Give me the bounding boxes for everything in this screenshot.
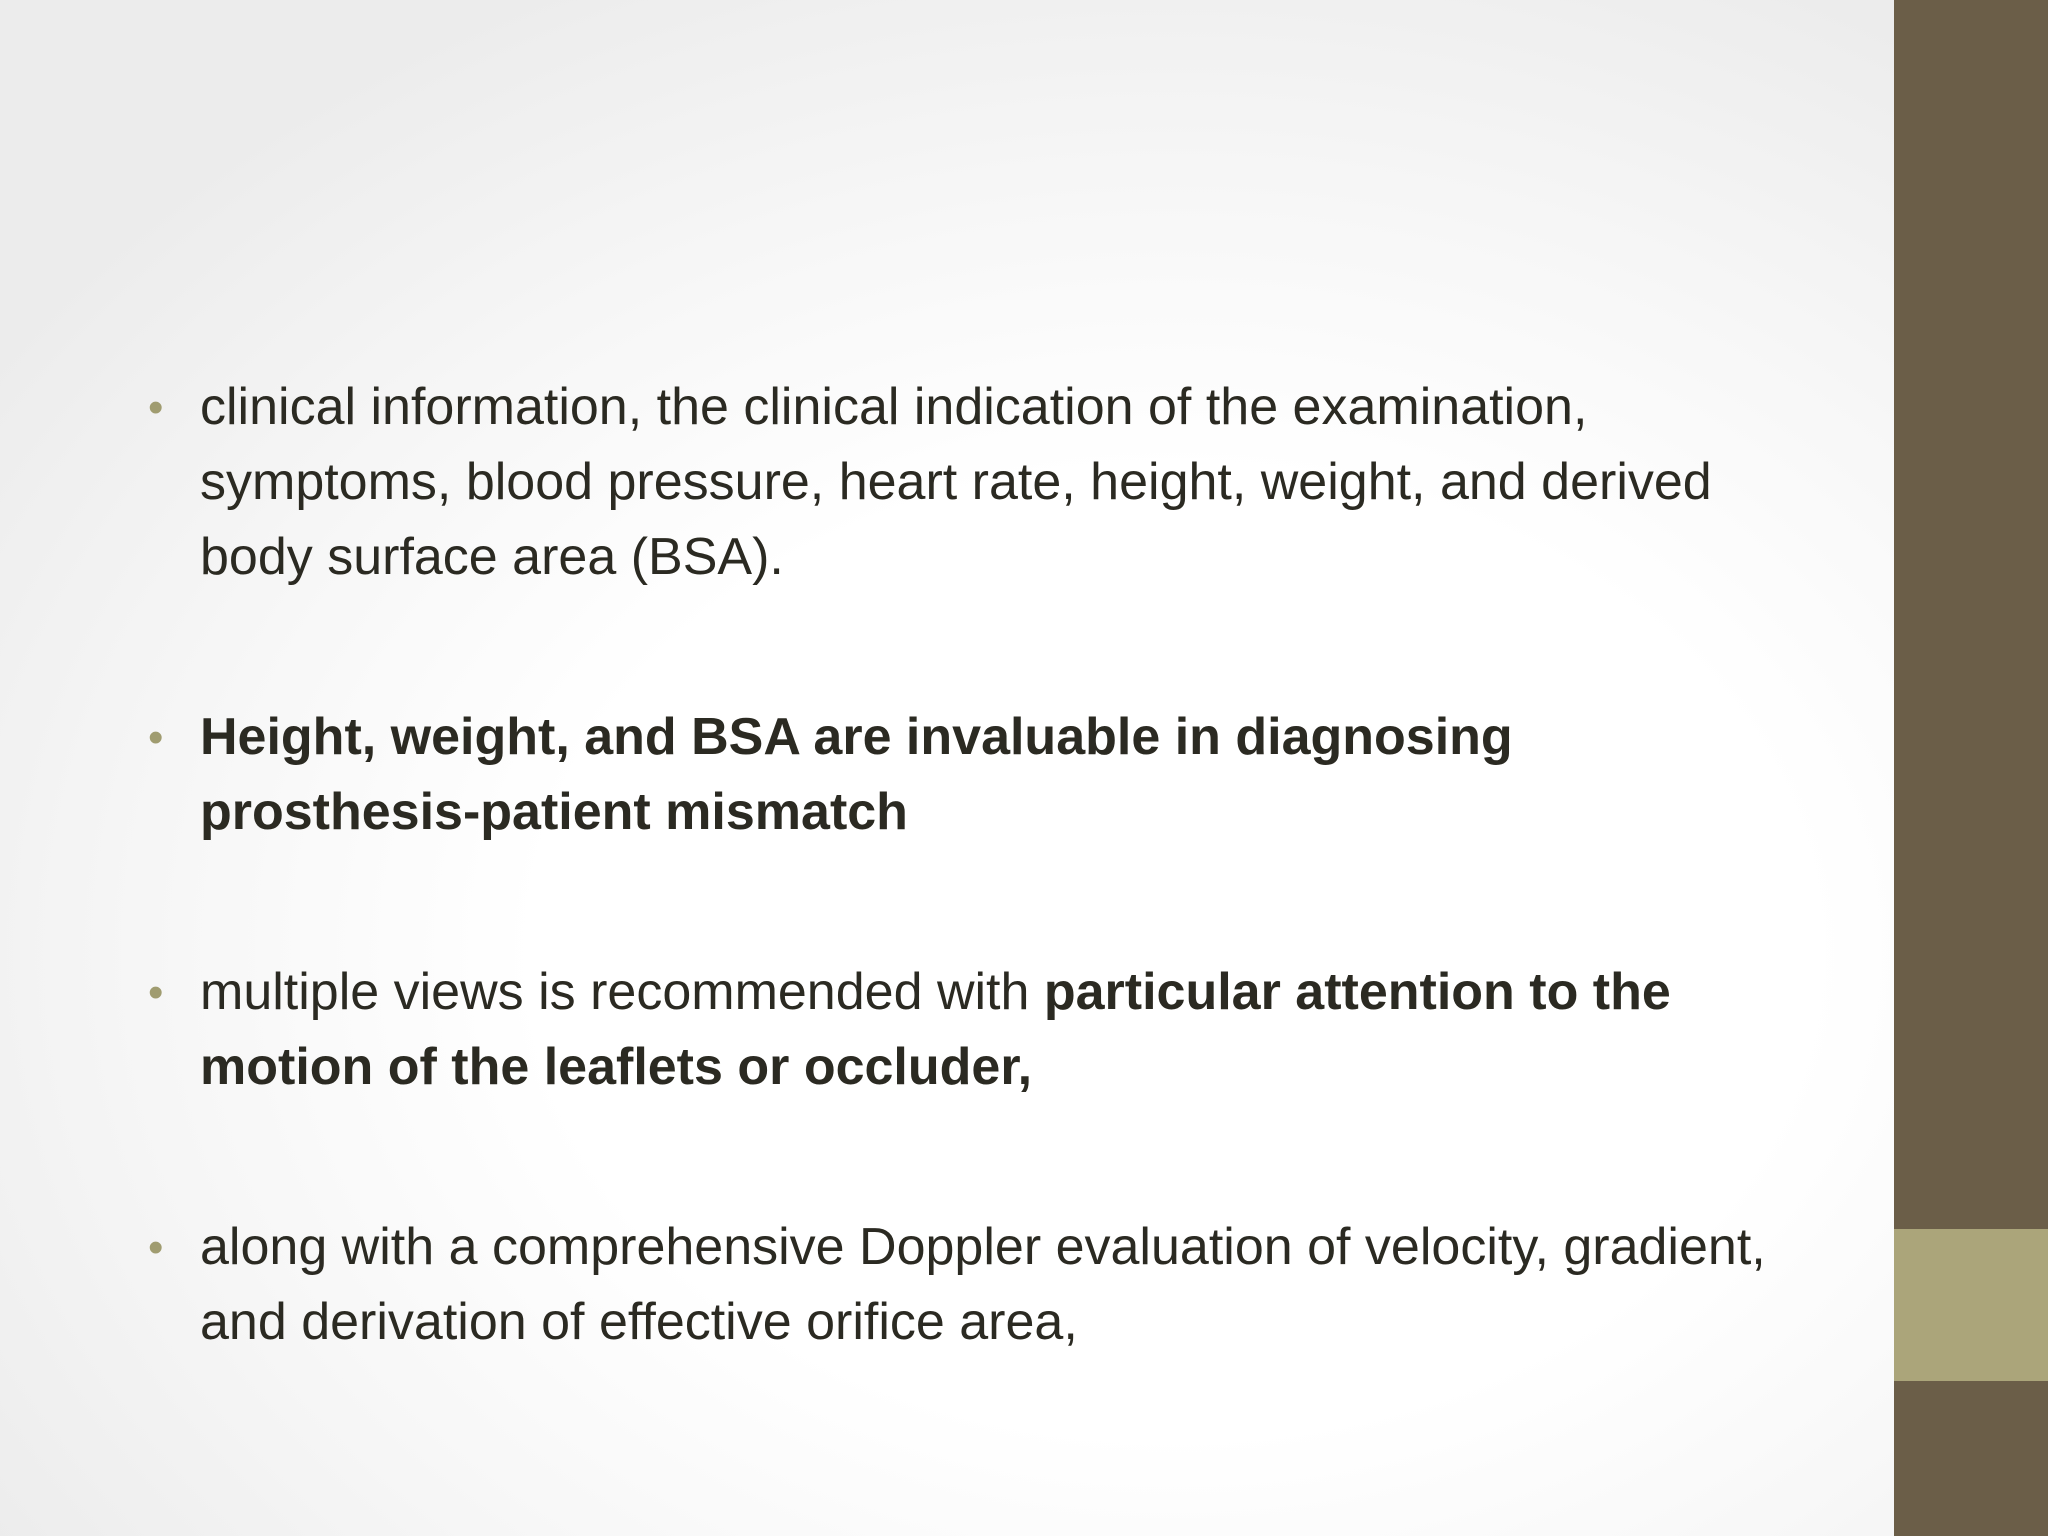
bullet-item-doppler-evaluation [148,1210,1788,1360]
bullet-marker-icon: • [148,1223,164,1272]
bullet-marker-icon: • [148,968,164,1017]
bullet-list [148,370,1788,1465]
bullet-item-clinical-information [148,370,1788,595]
bullet-text-bold: particular attention to the motion of the leaflets or occluder, [200,963,1671,1096]
sidebar-accent-block [1894,1229,2048,1381]
bullet-text: multiple views is recommended with [200,963,1044,1021]
bullet-marker-icon: • [148,383,164,432]
bullet-item-multiple-views [148,955,1788,1105]
bullet-text-bold: Height, weight, and BSA are invaluable in diagnosing prosthesis-patient mismatch [200,708,1513,841]
bullet-text: clinical information, the clinical indication of the examination, symptoms, blood pressure, heart rate, height, weight, and derived body surface area (BSA). [200,378,1712,586]
bullet-marker-icon: • [148,713,164,762]
bullet-text: along with a comprehensive Doppler evaluation of velocity, gradient, and derivation of effective orifice area, [200,1218,1766,1351]
bullet-item-height-weight-bsa [148,700,1788,850]
right-sidebar-decoration [1894,0,2048,1536]
